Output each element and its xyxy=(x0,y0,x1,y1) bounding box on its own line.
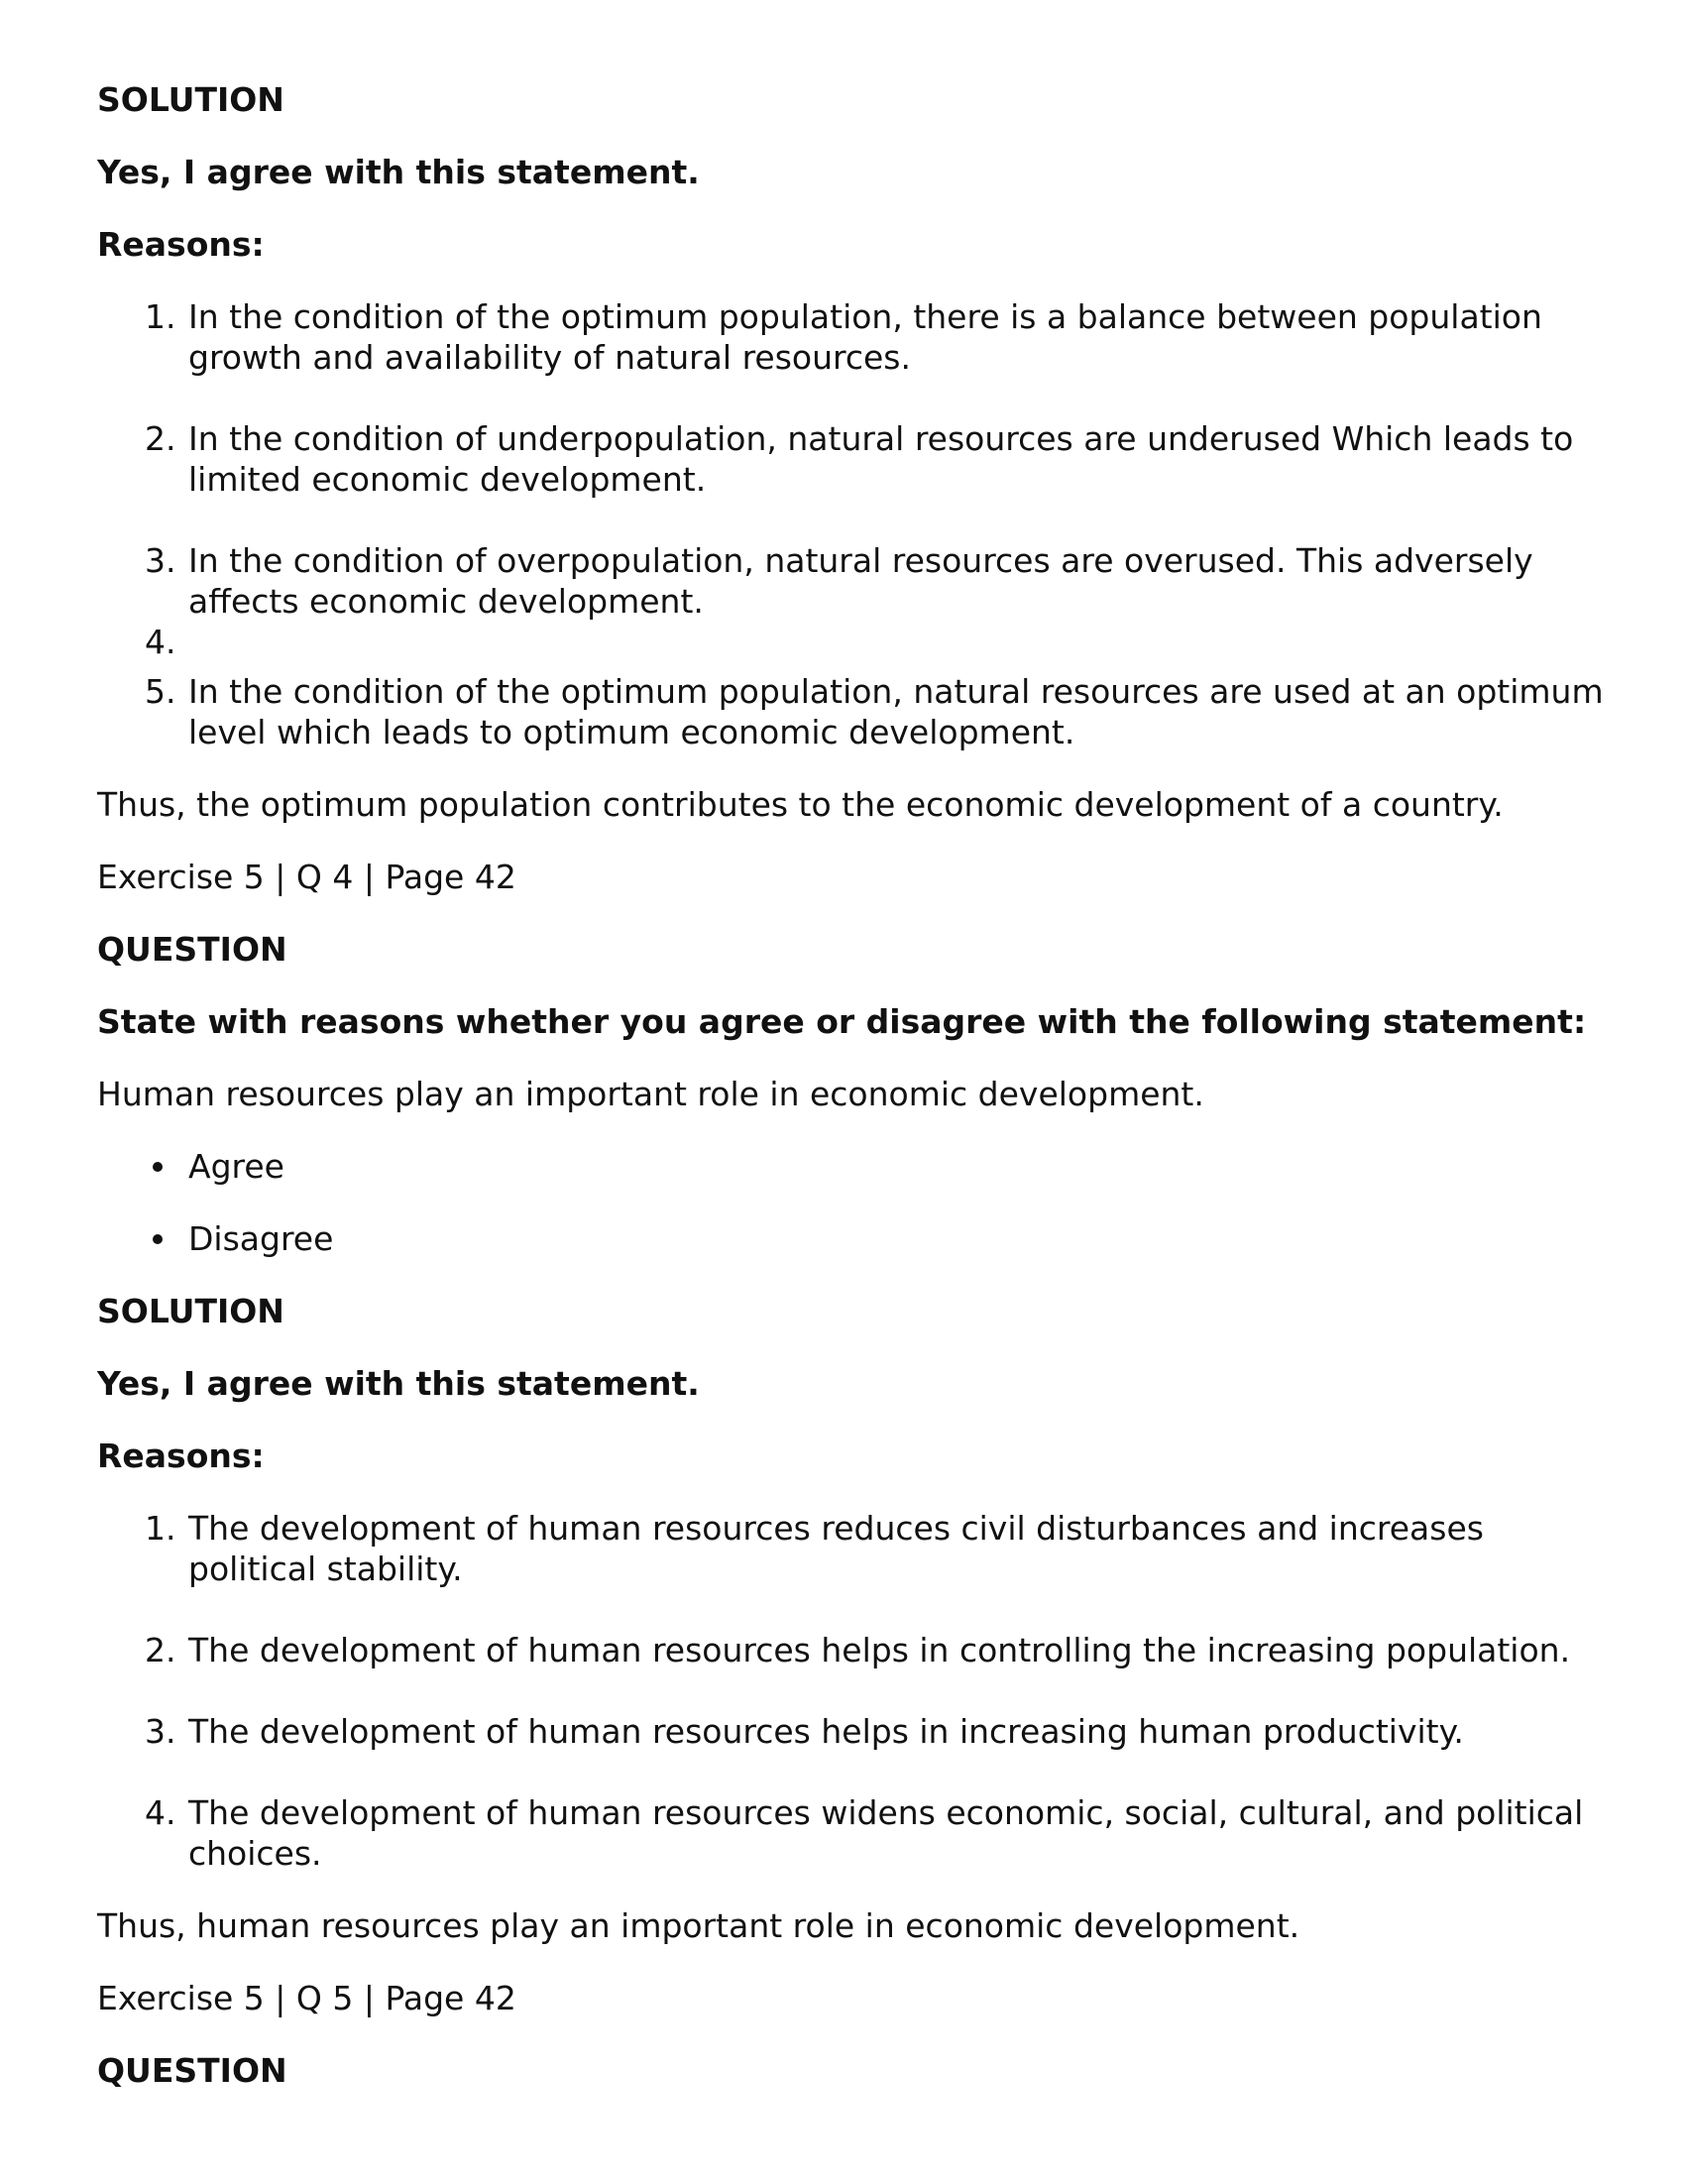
list-item xyxy=(97,1508,1604,1589)
question-statement: Human resources play an important role in economic development. xyxy=(97,1075,1204,1113)
list-number: 5. xyxy=(145,672,176,711)
solution-heading: SOLUTION xyxy=(97,1292,284,1330)
option-agree xyxy=(97,1146,1604,1187)
list-number: 2. xyxy=(145,419,176,458)
option-text: Disagree xyxy=(188,1219,334,1258)
list-item-text: The development of human resources helps in controlling the increasing population. xyxy=(188,1631,1571,1669)
agree-statement: Yes, I agree with this statement. xyxy=(97,1364,700,1403)
list-item xyxy=(97,622,1604,671)
list-item xyxy=(97,296,1604,378)
list-item xyxy=(97,671,1604,752)
question-heading: QUESTION xyxy=(97,2051,287,2090)
bullet-icon xyxy=(153,1234,163,1244)
list-number: 4. xyxy=(145,623,176,661)
solution-heading: SOLUTION xyxy=(97,80,284,119)
list-item-text: In the condition of the optimum population, there is a balance between population growth and availability of natural resources. xyxy=(188,297,1542,377)
list-number: 3. xyxy=(145,541,176,580)
list-item-text: In the condition of the optimum population, natural resources are used at an optimum level which leads to optimum economic development. xyxy=(188,672,1604,751)
question-prompt: State with reasons whether you agree or disagree with the following statement: xyxy=(97,1002,1587,1041)
option-text: Agree xyxy=(188,1147,284,1186)
reasons-heading: Reasons: xyxy=(97,225,265,264)
question-heading: QUESTION xyxy=(97,930,287,969)
exercise-reference: Exercise 5 | Q 5 | Page 42 xyxy=(97,1979,516,2017)
list-number: 3. xyxy=(145,1712,176,1751)
list-item xyxy=(97,1711,1604,1752)
option-disagree xyxy=(97,1218,1604,1259)
list-number: 4. xyxy=(145,1793,176,1832)
list-item-text: In the condition of underpopulation, natural resources are underused Which leads to limited economic development. xyxy=(188,419,1574,499)
options-list xyxy=(97,1146,1604,1259)
list-item xyxy=(97,1792,1604,1874)
list-item-text: The development of human resources reduces civil disturbances and increases political stability. xyxy=(188,1509,1484,1588)
conclusion-text: Thus, the optimum population contributes to the economic development of a country. xyxy=(97,785,1504,824)
conclusion-text: Thus, human resources play an important role in economic development. xyxy=(97,1906,1300,1945)
exercise-reference: Exercise 5 | Q 4 | Page 42 xyxy=(97,858,516,896)
reasons-list xyxy=(97,1508,1604,1874)
reasons-list xyxy=(97,296,1604,752)
list-number: 1. xyxy=(145,297,176,336)
list-item-text: In the condition of overpopulation, natural resources are overused. This adversely affects economic development. xyxy=(188,541,1533,621)
list-item-text: The development of human resources widens economic, social, cultural, and political choices. xyxy=(188,1793,1584,1873)
list-item xyxy=(97,1630,1604,1670)
document-page xyxy=(97,79,1604,2123)
list-item xyxy=(97,418,1604,500)
list-item-text: The development of human resources helps in increasing human productivity. xyxy=(188,1712,1464,1751)
list-number: 2. xyxy=(145,1631,176,1669)
reasons-heading: Reasons: xyxy=(97,1437,265,1475)
bullet-icon xyxy=(153,1162,163,1172)
list-item xyxy=(97,540,1604,622)
list-number: 1. xyxy=(145,1509,176,1548)
agree-statement: Yes, I agree with this statement. xyxy=(97,153,700,191)
